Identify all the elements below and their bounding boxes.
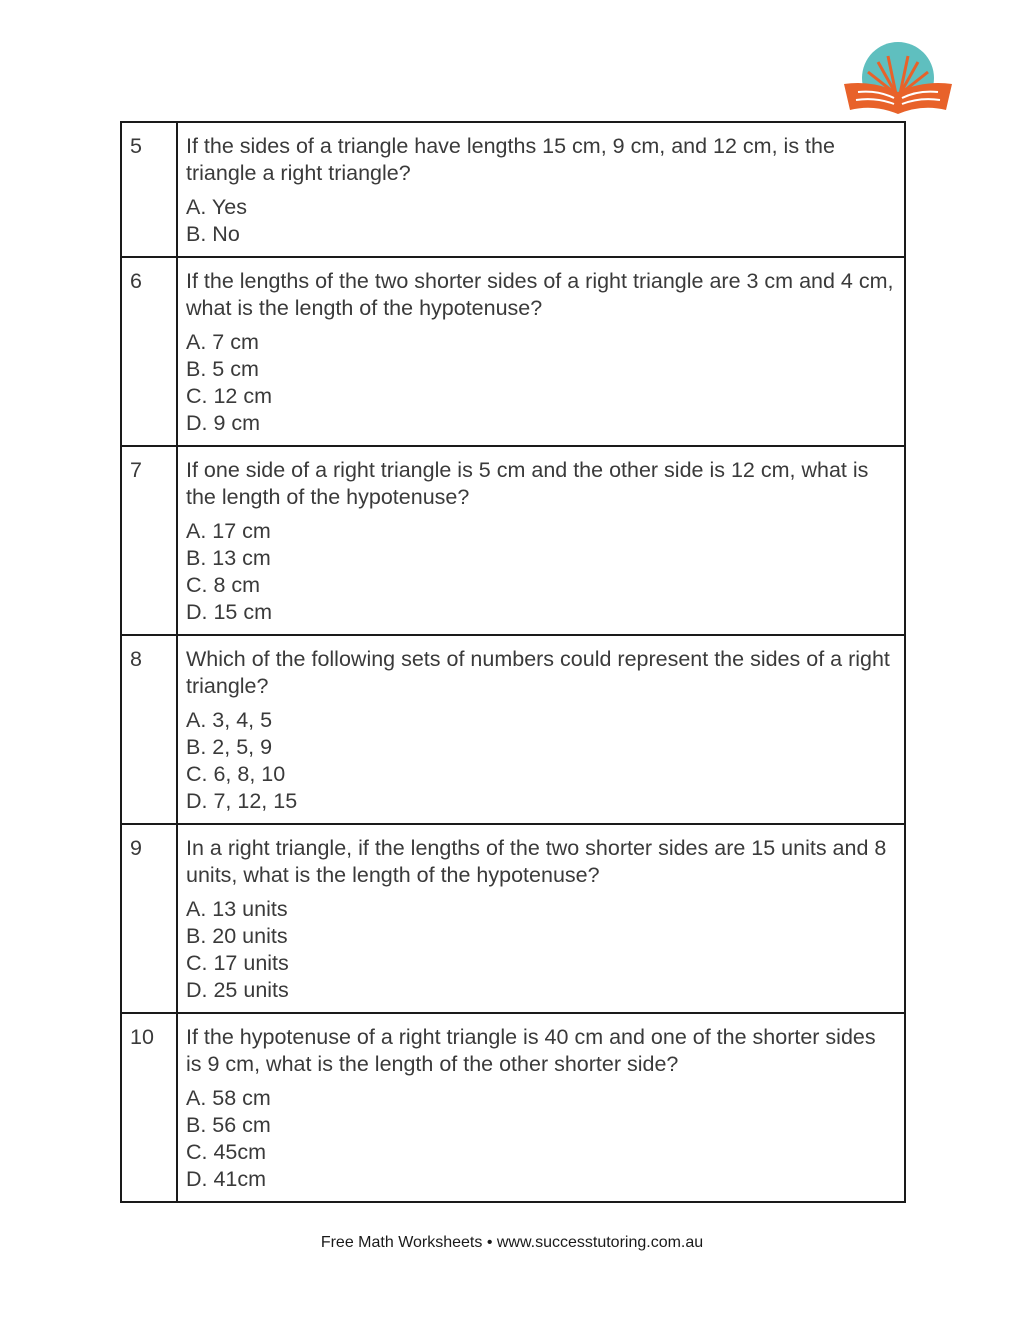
question-text: Which of the following sets of numbers could represent the sides of a right triangle? (186, 647, 890, 698)
question-body (177, 635, 905, 824)
question-text: If one side of a right triangle is 5 cm and the other side is 12 cm, what is the length of the hypotenuse? (186, 458, 869, 509)
answer-option: D. 41cm (186, 1167, 267, 1191)
question-row (121, 446, 905, 635)
question-row (121, 122, 905, 257)
question-number: 9 (121, 824, 177, 1013)
question-number: 10 (121, 1013, 177, 1202)
question-body (177, 446, 905, 635)
footer-text: Free Math Worksheets • www.successtutoring.com.au (320, 1234, 704, 1251)
question-row (121, 635, 905, 824)
question-row (121, 1013, 905, 1202)
answer-option: D. 15 cm (186, 600, 273, 624)
answer-option: D. 25 units (186, 978, 289, 1002)
question-text: If the hypotenuse of a right triangle is 40 cm and one of the shorter sides is 9 cm, what is the length of the other shorter side? (186, 1025, 876, 1076)
answer-option: A. Yes (186, 195, 247, 219)
question-body (177, 257, 905, 446)
answer-option: B. 56 cm (186, 1113, 271, 1137)
question-number: 5 (121, 122, 177, 257)
answer-option: A. 17 cm (186, 519, 271, 543)
question-row (121, 824, 905, 1013)
question-text: In a right triangle, if the lengths of the two shorter sides are 15 units and 8 units, what is the length of the hypotenuse? (186, 836, 887, 887)
question-body (177, 122, 905, 257)
answer-option: A. 58 cm (186, 1086, 271, 1110)
answer-option: A. 13 units (186, 897, 288, 921)
question-body (177, 1013, 905, 1202)
question-number: 7 (121, 446, 177, 635)
answer-option: C. 17 units (186, 951, 289, 975)
answer-option: D. 7, 12, 15 (186, 789, 298, 813)
answer-option: B. 20 units (186, 924, 288, 948)
answer-option: A. 7 cm (186, 330, 259, 354)
question-row (121, 257, 905, 446)
answer-option: B. 2, 5, 9 (186, 735, 273, 759)
answer-option: D. 9 cm (186, 411, 261, 435)
answer-option: C. 12 cm (186, 384, 273, 408)
answer-option: B. No (186, 222, 240, 246)
question-number: 6 (121, 257, 177, 446)
answer-option: C. 8 cm (186, 573, 261, 597)
question-number: 8 (121, 635, 177, 824)
questions-table (120, 121, 906, 1203)
answer-option: B. 13 cm (186, 546, 271, 570)
answer-option: C. 45cm (186, 1140, 267, 1164)
open-book-logo (838, 40, 958, 120)
answer-option: B. 5 cm (186, 357, 259, 381)
answer-option: A. 3, 4, 5 (186, 708, 273, 732)
question-body (177, 824, 905, 1013)
question-text: If the lengths of the two shorter sides of a right triangle are 3 cm and 4 cm, what is the length of the hypotenuse? (186, 269, 894, 320)
question-text: If the sides of a triangle have lengths 15 cm, 9 cm, and 12 cm, is the triangle a right triangle? (186, 134, 835, 185)
answer-option: C. 6, 8, 10 (186, 762, 286, 786)
